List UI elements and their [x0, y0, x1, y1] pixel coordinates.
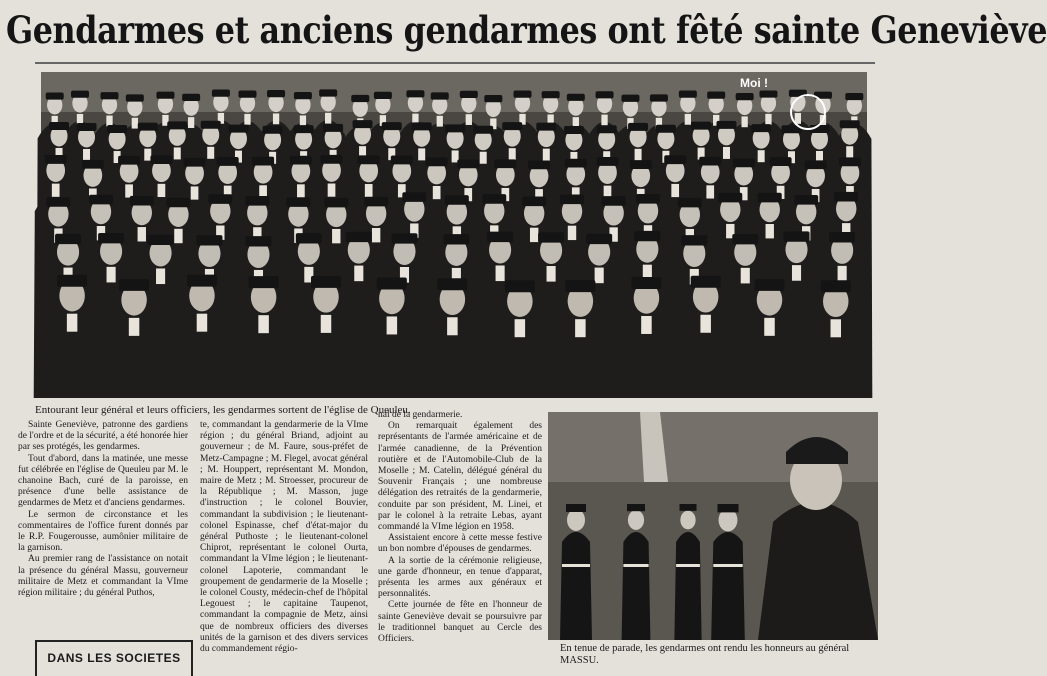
paragraph: Assistaient encore à cette messe festive un bon nombre d'épouses de gendarmes.: [378, 533, 542, 555]
paragraph: nal de la gendarmerie.: [378, 410, 463, 420]
photo-caption-main: Entourant leur général et leurs officiers, les gendarmes sortent de l'église de Queuleu.: [35, 404, 411, 416]
photo-honor-guard: [548, 412, 878, 640]
paragraph: A la sortie de la cérémonie religieuse, une garde d'honneur, en tenue d'apparat, présenta les armes aux généraux et personnalités.: [378, 555, 542, 600]
paragraph: Au premier rang de l'assistance on notait la présence du général Massu, gouverneur militaire de Metz et commandant la VIme région militaire ; du général Puthos,: [18, 554, 188, 599]
paragraph: Tout d'abord, dans la matinée, une messe fut célébrée en l'église de Queuleu par M. le chanoine Bach, curé de la paroisse, en présence d'une belle assistance de gendarmes de Metz et d'anciens gendarmes.: [18, 453, 188, 509]
article-column-2: [200, 420, 368, 655]
top-rule: [35, 62, 875, 64]
photo-marker-label: Moi !: [740, 76, 768, 90]
article-column-3: [378, 410, 542, 645]
paragraph: Sainte Geneviève, patronne des gardiens de l'ordre et de la sécurité, a été honorée hier par ses protégés, les gendarmes.: [18, 420, 188, 453]
photo-honor-guard-image: [548, 412, 878, 640]
paragraph: Le sermon de circonstance et les commentaires de l'office furent donnés par le R.P. Fougerousse, aumônier militaire de la garnison.: [18, 509, 188, 554]
paragraph: Cette journée de fête en l'honneur de sainte Geneviève devait se poursuivre par le traditionnel banquet au Cercle des Officiers.: [378, 600, 542, 645]
photo-caption-small: En tenue de parade, les gendarmes ont rendu les honneurs au général MASSU.: [560, 643, 850, 666]
article-column-1: [18, 420, 188, 599]
paragraph: te, commandant la gendarmerie de la VIme région ; du général Briand, adjoint au gouverneur ; de M. Faure, sous-préfet de Metz-Campagne ; M. Flegel, avocat général ; M. Houppert, représentant M. Mondon, maire de Metz ; M. Stroesser, procureur de la République ; M. Masson, juge d'instruction ; le colonel Bouvier, commandant la subdivision ; le lieutenant-colonel Espinasse, chef d'état-major du général Puthoste ; le lieutenant-colonel Chiprot, représentant le colonel Ourta, commandant la VIme légion ; le lieutenant-colonel Lapoterie, commandant le groupement de gendarmerie de la Moselle ; le colonel Cousty, médecin-chef de l'hôpital Legouest ; le capitaine Taupenot, commandant la compagnie de Metz, ainsi que de nombreux officiers des diverses unités de la garnison et des divers services du commandement régio-: [200, 420, 368, 655]
section-header: DANS LES SOCIETES: [35, 640, 193, 676]
photo-group-gendarmes-image: [41, 72, 867, 398]
photo-marker-circle: [790, 94, 826, 130]
paragraph: On remarquait également des représentants de l'armée américaine et de l'armée canadienne, de la Prévention routière et de l'Automobile-Club de la Moselle ; M. Catelin, délégué général du Souvenir Français ; une nombreuse délégation des retraités de la gendarmerie, conduite par son président, M. Linei, et par le colonel à la retraite Lebas, ayant commandé la VIme légion en 1958.: [378, 421, 542, 533]
headline: Gendarmes et anciens gendarmes ont fêté sainte Geneviève: [6, 8, 1047, 52]
photo-group-gendarmes: [41, 72, 867, 398]
